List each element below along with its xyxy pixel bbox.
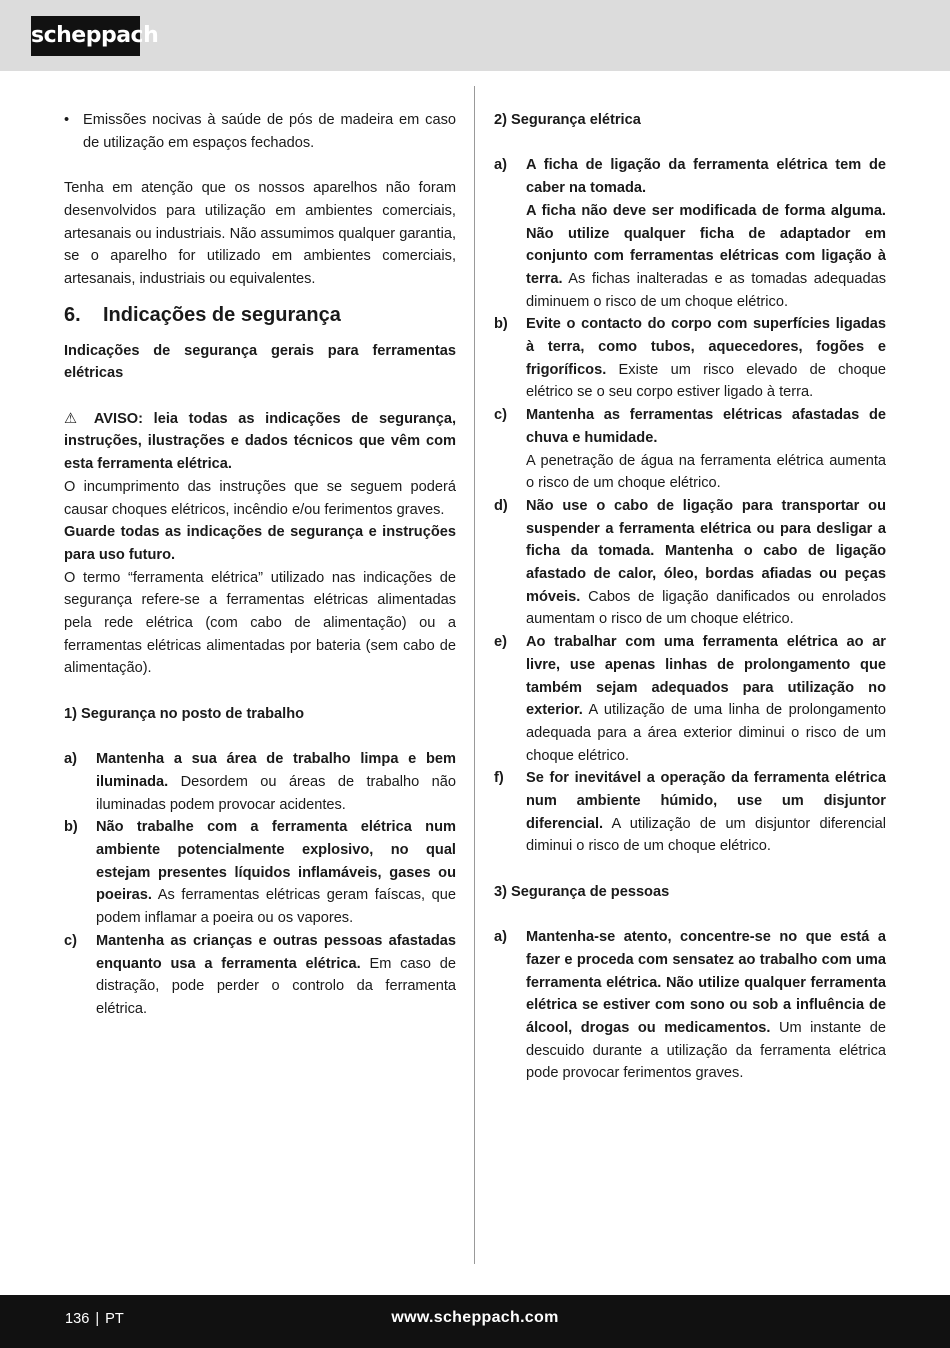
item-label: c): [64, 932, 77, 949]
item-bold-text: A ficha de ligação da ferramenta elétrica tem de caber na tomada.: [526, 157, 886, 197]
list-item: [494, 313, 886, 404]
section-heading: [64, 291, 456, 340]
item-normal-text: A penetração de água na ferramenta elétrica aumenta o risco de um choque elétrico.: [526, 452, 886, 492]
list-item: [494, 926, 886, 1085]
item-bold-text: Não trabalhe com a ferramenta elétrica num ambiente potencialmente explosivo, no qual estejam presentes líquidos inflamáveis, gases ou poeiras.: [96, 819, 456, 904]
bullet-marker: •: [64, 112, 70, 128]
list-item: [64, 816, 456, 930]
item-normal-text: Em caso de distração, pode perder o controlo da ferramenta elétrica.: [96, 955, 456, 1017]
item-normal-text: Cabos de ligação danificados ou enrolados aumentam o risco de um choque elétrico.: [526, 588, 886, 628]
website-url: www.scheppach.com: [391, 1309, 559, 1326]
item-label: b): [64, 819, 78, 836]
list-item: [494, 495, 886, 631]
item-label: b): [494, 316, 508, 333]
list-item: [494, 767, 886, 858]
bullet-item: [64, 109, 456, 154]
warning-bold-text: AVISO: leia todas as indicações de segurança, instruções, ilustrações e dados técnicos que vêm com esta ferramenta elétrica.: [64, 410, 456, 473]
item-normal-text: Um instante de descuido durante a utilização da ferramenta elétrica pode provocar ferimentos graves.: [526, 1020, 886, 1082]
item-bold-text: Evite o contacto do corpo com superfícies ligadas à terra, como tubos, aquecedores, fogões e frigoríficos.: [526, 316, 886, 378]
item-bold-text: Mantenha as crianças e outras pessoas afastadas enquanto usa a ferramenta elétrica.: [96, 932, 456, 972]
item-label: d): [494, 497, 508, 514]
item-label: e): [494, 634, 507, 651]
item-normal-text: A utilização de uma linha de prolongamento adequada para a área exterior diminui o risco de um choque elétrico.: [526, 702, 886, 764]
item-normal-text: A utilização de um disjuntor diferencial diminui o risco de um choque elétrico.: [526, 815, 886, 855]
brand-logo: scheppach: [31, 16, 140, 56]
page-number: 136: [65, 1311, 90, 1327]
item-bold-text: Mantenha-se atento, concentre-se no que está a fazer e proceda com sensatez ao trabalho com uma ferramenta elétrica. Não utilize qualquer ferramenta elétrica se estiver com sono ou sob a influência de álcool, drogas ou medicamentos.: [526, 929, 886, 1037]
subheading: Indicações de segurança gerais para ferramentas elétricas: [64, 342, 456, 382]
bullet-text: Emissões nocivas à saúde de pós de madeira em caso de utilização em espaços fechados.: [83, 112, 456, 151]
intro-paragraph: Tenha em atenção que os nossos aparelhos não foram desenvolvidos para utilização em ambientes comerciais, artesanais ou industriais. Não assumimos qualquer garantia, se o aparelho for utilizado em ambientes comerciais, artesanais, industriais ou equivalentes.: [64, 180, 456, 287]
column-divider: [474, 86, 475, 1264]
item-bold-text: Mantenha as ferramentas elétricas afastadas de chuva e humidade.: [526, 407, 886, 446]
item-bold-text: Ao trabalhar com uma ferramenta elétrica ao ar livre, use apenas linhas de prolongamento que também sejam adequados para utilização no exterior.: [526, 634, 886, 719]
warning-paragraph: [64, 408, 456, 476]
section2-heading: 2) Segurança elétrica: [494, 112, 641, 128]
item-bold-text-2: A ficha não deve ser modificada de forma alguma. Não utilize qualquer ficha de adaptador em conjunto com ferramentas elétricas com ligação à terra.: [526, 202, 886, 287]
item-bold-text: Não use o cabo de ligação para transportar ou suspender a ferramenta elétrica ou para desligar a ficha da tomada. Mantenha o cabo de ligação afastado de calor, óleo, bordas afiadas ou peças móveis.: [526, 497, 886, 605]
item-bold-text: Mantenha a sua área de trabalho limpa e bem iluminada.: [96, 751, 456, 790]
item-label: a): [64, 751, 77, 768]
warning-normal-text: O incumprimento das instruções que se seguem poderá causar choques elétricos, incêndio e/ou ferimentos graves.: [64, 478, 456, 518]
item-normal-text: Desordem ou áreas de trabalho não iluminadas podem provocar acidentes.: [96, 773, 456, 813]
item-label: f): [494, 770, 504, 787]
list-item: [494, 631, 886, 767]
right-column: [494, 109, 886, 1085]
item-normal-text: Existe um risco elevado de choque elétrico se o seu corpo estiver ligado à terra.: [526, 361, 886, 401]
term-paragraph: O termo “ferramenta elétrica” utilizado nas indicações de segurança refere-se a ferramentas elétricas alimentadas pela rede elétrica (com cabo de alimentação) ou a ferramentas elétricas alimentadas por bateria (sem cabo de alimentação).: [64, 569, 456, 677]
item-label: a): [494, 157, 507, 174]
language-code: PT: [105, 1311, 124, 1327]
header-bar: [0, 0, 950, 71]
section-number: 6.: [64, 303, 81, 326]
section3-heading: 3) Segurança de pessoas: [494, 883, 670, 900]
list-item: [64, 930, 456, 1021]
page-separator: |: [95, 1311, 100, 1327]
section1-heading: 1) Segurança no posto de trabalho: [64, 705, 305, 722]
item-label: a): [494, 929, 507, 946]
list-item: [494, 404, 886, 495]
list-item: [64, 748, 456, 816]
item-bold-text: Se for inevitável a operação da ferramenta elétrica num ambiente húmido, use um disjuntor diferencial.: [526, 770, 886, 832]
keep-instructions-text: Guarde todas as indicações de segurança e instruções para uso futuro.: [64, 524, 456, 563]
list-item: [494, 154, 886, 313]
item-label: c): [494, 407, 507, 424]
footer-bar: [0, 1295, 950, 1348]
warning-triangle-icon: ⚠: [64, 410, 84, 427]
left-column: [64, 109, 456, 1021]
item-normal-text: As ferramentas elétricas geram faíscas, que podem inflamar a poeira ou os vapores.: [96, 887, 456, 927]
section-title: Indicações de segurança: [103, 303, 341, 326]
item-normal-text: As fichas inalteradas e as tomadas adequadas diminuem o risco de um choque elétrico.: [526, 270, 886, 310]
